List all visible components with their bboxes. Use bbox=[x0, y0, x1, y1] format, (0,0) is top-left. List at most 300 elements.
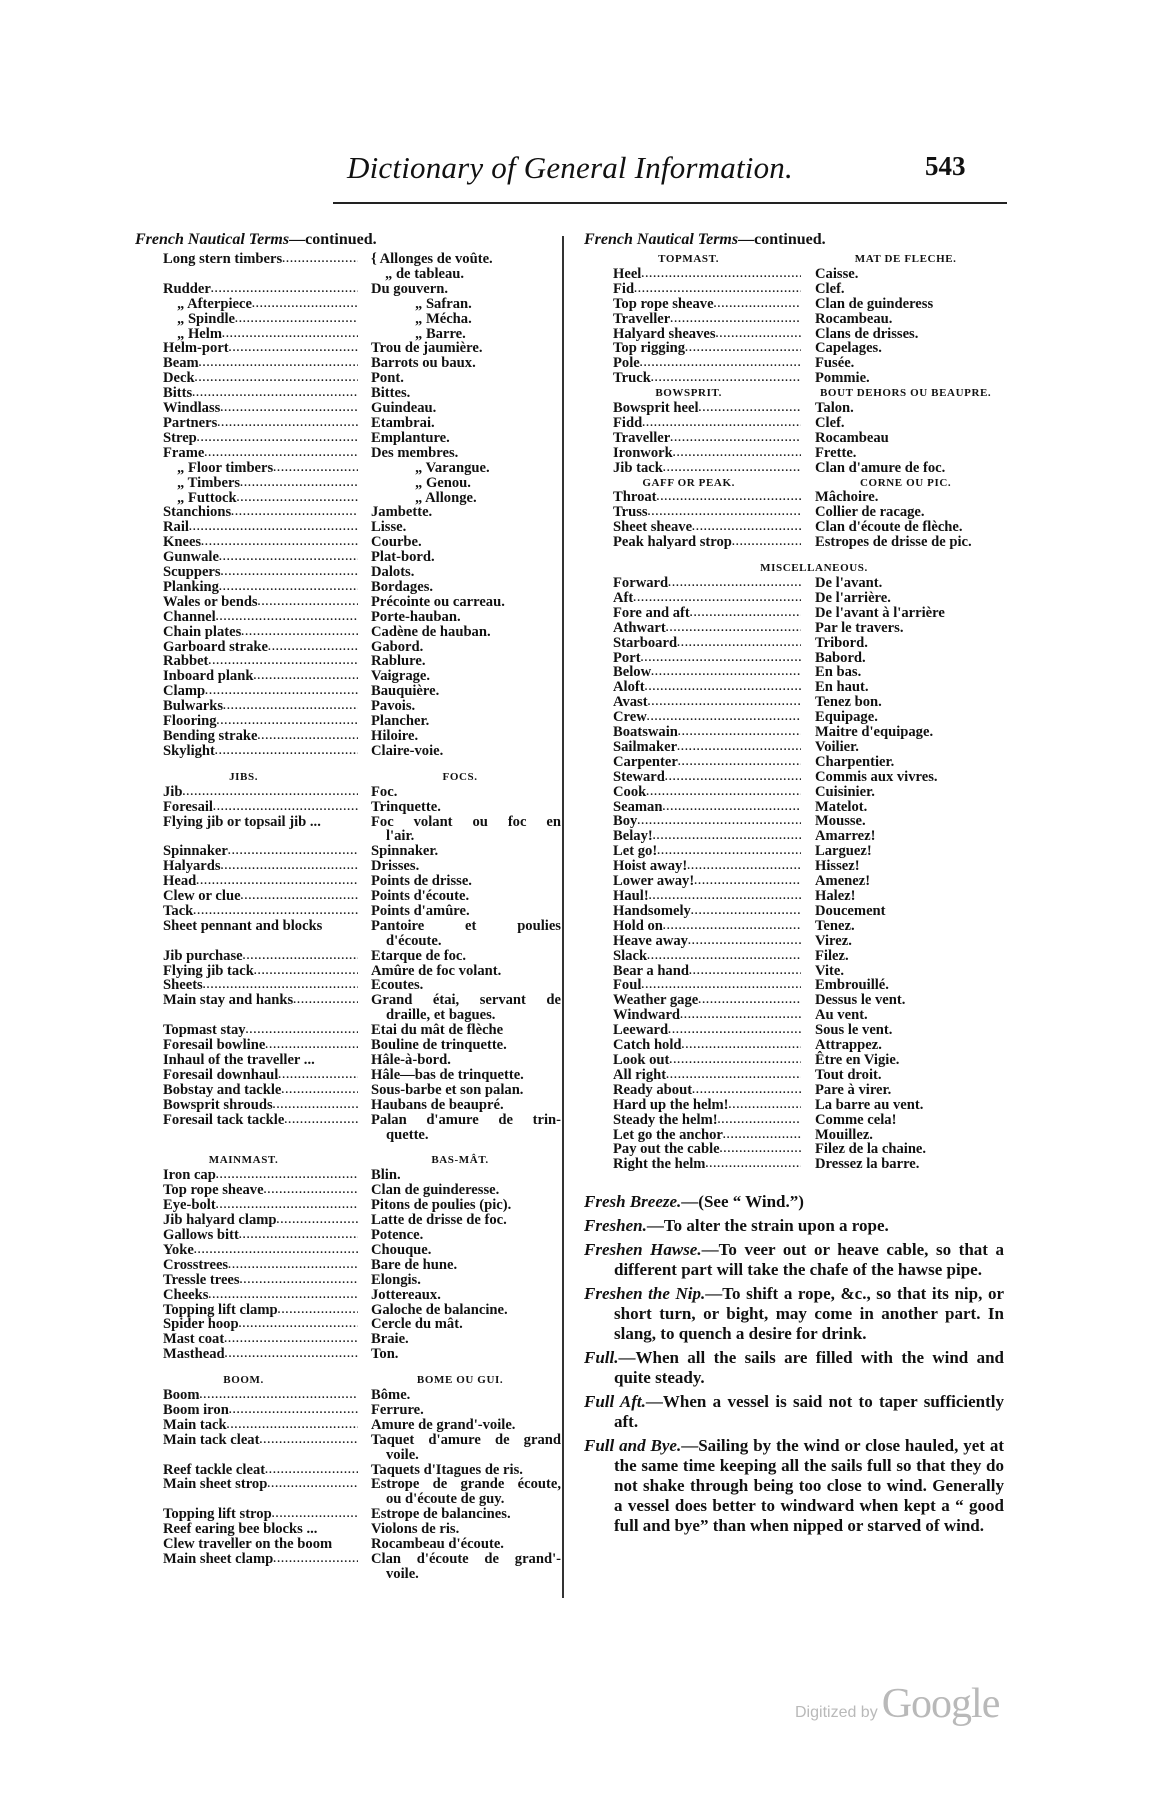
french-term bbox=[371, 297, 561, 312]
term-row bbox=[135, 327, 555, 342]
french-term bbox=[371, 1537, 561, 1552]
term-row bbox=[135, 1288, 555, 1303]
french-term-line: Par le travers. bbox=[815, 619, 904, 636]
leader-dots bbox=[252, 297, 358, 312]
french-term-line: Pavois. bbox=[371, 698, 416, 715]
english-term bbox=[163, 669, 358, 684]
english-term bbox=[163, 1522, 358, 1537]
english-term-text: Leeward bbox=[613, 1023, 669, 1039]
leader-dots bbox=[216, 1168, 358, 1183]
english-term bbox=[613, 740, 801, 755]
leader-dots bbox=[729, 1098, 801, 1113]
leader-dots bbox=[267, 1477, 358, 1507]
english-term-text: Beam bbox=[163, 356, 199, 372]
term-row bbox=[135, 595, 555, 610]
term-row bbox=[135, 491, 555, 506]
dictionary-entry bbox=[584, 1192, 1004, 1212]
french-term-line: „ Barre. bbox=[415, 325, 466, 342]
english-term bbox=[613, 505, 801, 520]
term-row bbox=[135, 1243, 555, 1258]
term-row bbox=[584, 785, 1004, 800]
english-term bbox=[163, 844, 358, 859]
french-term-line: Foc. bbox=[371, 783, 398, 800]
term-row bbox=[135, 699, 555, 714]
english-term-text: Clew traveller on the boom bbox=[163, 1537, 333, 1552]
leader-dots bbox=[634, 282, 801, 297]
leader-dots bbox=[714, 297, 801, 312]
section-heading bbox=[135, 770, 555, 785]
english-term-text: Top rigging bbox=[613, 341, 686, 357]
english-term-text: Lower away! bbox=[613, 874, 695, 889]
french-term-line: Bôme. bbox=[371, 1387, 411, 1404]
french-term-line: Sous-barbe et son palan. bbox=[371, 1081, 524, 1098]
french-term bbox=[371, 401, 561, 416]
french-term bbox=[371, 1258, 561, 1273]
english-term-text: Aft bbox=[613, 590, 634, 606]
term-row bbox=[584, 829, 1004, 844]
leader-dots bbox=[647, 949, 801, 964]
english-term bbox=[163, 1038, 358, 1053]
french-term bbox=[815, 591, 1005, 606]
french-term-line: Embrouillé. bbox=[815, 977, 889, 994]
english-term bbox=[613, 829, 801, 844]
english-term bbox=[163, 744, 358, 759]
french-term-line: La barre au vent. bbox=[815, 1096, 924, 1113]
term-row bbox=[135, 992, 561, 1024]
french-term-line: Larguez! bbox=[815, 843, 872, 860]
leader-dots bbox=[688, 934, 801, 949]
term-row bbox=[135, 640, 555, 655]
french-term bbox=[371, 386, 561, 401]
entry-definition: —To veer out or heave cable, so that a different part will take the chafe of the hawse pipe. bbox=[614, 1240, 1004, 1279]
french-term bbox=[815, 535, 1005, 550]
english-term-text: Seaman bbox=[613, 799, 663, 815]
english-term-text: Sheets bbox=[163, 978, 203, 994]
french-term bbox=[371, 476, 561, 491]
french-term-line: Sous le vent. bbox=[815, 1022, 893, 1039]
term-row bbox=[135, 859, 555, 874]
term-row bbox=[584, 446, 1004, 461]
english-term-text: Clew or clue bbox=[163, 889, 241, 904]
leader-dots bbox=[278, 1068, 358, 1083]
english-term bbox=[613, 680, 801, 695]
leader-dots bbox=[646, 785, 801, 800]
english-term-text: Boom bbox=[163, 1388, 200, 1403]
english-term bbox=[163, 964, 358, 979]
french-term-line: Potence. bbox=[371, 1226, 424, 1243]
english-term-text: Bowsprit shrouds bbox=[163, 1097, 273, 1113]
term-row bbox=[584, 710, 1004, 725]
leader-dots bbox=[195, 371, 358, 386]
english-term bbox=[613, 520, 801, 535]
french-term bbox=[371, 1388, 561, 1403]
english-term-text: Main sheet strop bbox=[163, 1477, 268, 1493]
english-term bbox=[163, 729, 358, 744]
english-term bbox=[163, 312, 358, 327]
french-term-line: Jottereaux. bbox=[371, 1286, 441, 1303]
english-term bbox=[163, 1418, 358, 1433]
french-term bbox=[371, 1068, 561, 1083]
french-term bbox=[815, 505, 1005, 520]
french-term bbox=[815, 964, 1005, 979]
leader-dots bbox=[196, 874, 358, 889]
english-term-text: Wales or bends bbox=[163, 594, 258, 610]
english-term bbox=[613, 665, 801, 680]
english-term-text: Avast bbox=[613, 695, 648, 711]
french-term-line: Estropes de drisse de pic. bbox=[815, 534, 972, 551]
english-term bbox=[613, 461, 801, 476]
english-term bbox=[613, 1008, 801, 1023]
english-term-text: Chain plates bbox=[163, 624, 242, 640]
french-term bbox=[815, 978, 1005, 993]
english-term bbox=[613, 431, 801, 446]
french-term bbox=[815, 267, 1005, 282]
english-term bbox=[613, 401, 801, 416]
french-term-line: Clan d'écoute de grand'- bbox=[371, 1550, 561, 1567]
leader-dots bbox=[692, 1083, 801, 1098]
english-term-text: Topmast stay bbox=[163, 1023, 246, 1039]
english-term bbox=[163, 640, 358, 655]
french-term-line: Spinnaker. bbox=[371, 843, 439, 860]
term-row bbox=[135, 476, 555, 491]
french-term-line: Frette. bbox=[815, 444, 857, 461]
term-row bbox=[135, 297, 555, 312]
term-row bbox=[584, 1023, 1004, 1038]
term-row bbox=[584, 297, 1004, 312]
french-term-line: Attrappez. bbox=[815, 1037, 882, 1054]
english-term bbox=[163, 889, 358, 904]
english-term bbox=[613, 1128, 801, 1143]
heading-italic: French Nautical Terms bbox=[135, 231, 290, 248]
dictionary-entry bbox=[584, 1348, 1004, 1388]
french-term-line: Dalots. bbox=[371, 564, 415, 581]
english-term bbox=[613, 1023, 801, 1038]
english-term-text: Tressle trees bbox=[163, 1272, 240, 1288]
english-term-text: Cook bbox=[613, 784, 647, 800]
leader-dots bbox=[189, 520, 358, 535]
french-term-line: Guindeau. bbox=[371, 400, 437, 417]
leader-dots bbox=[648, 505, 801, 520]
french-term bbox=[815, 416, 1005, 431]
french-term bbox=[371, 341, 561, 356]
english-term bbox=[163, 327, 358, 342]
english-term bbox=[613, 1113, 801, 1128]
french-term bbox=[815, 356, 1005, 371]
english-term-text: Head bbox=[163, 874, 197, 890]
english-term-text: Below bbox=[613, 665, 652, 681]
term-row bbox=[584, 267, 1004, 282]
term-row bbox=[584, 725, 1004, 740]
leader-dots bbox=[653, 829, 801, 844]
leader-dots bbox=[254, 964, 358, 979]
term-row bbox=[584, 520, 1004, 535]
french-term bbox=[371, 1083, 561, 1098]
english-term bbox=[163, 491, 358, 506]
term-row bbox=[584, 889, 1004, 904]
leader-dots bbox=[705, 1157, 801, 1172]
term-row bbox=[584, 770, 1004, 785]
term-row bbox=[584, 535, 1004, 550]
leader-dots bbox=[222, 327, 358, 342]
english-term-text: Gallows bitt bbox=[163, 1227, 239, 1243]
term-row bbox=[135, 1273, 555, 1288]
leader-dots bbox=[665, 770, 801, 785]
french-term-line: Pare à virer. bbox=[815, 1081, 892, 1098]
term-row bbox=[584, 993, 1004, 1008]
french-term bbox=[371, 327, 561, 342]
left-column bbox=[135, 231, 561, 1582]
french-term bbox=[815, 371, 1005, 386]
french-term bbox=[815, 755, 1005, 770]
french-term-line: Babord. bbox=[815, 649, 866, 666]
french-term bbox=[815, 636, 1005, 651]
french-term-line: Bordages. bbox=[371, 578, 434, 595]
english-term-text: Jib halyard clamp bbox=[163, 1213, 277, 1228]
english-term-text: Inboard plank bbox=[163, 669, 254, 685]
leader-dots bbox=[237, 491, 358, 506]
french-term bbox=[371, 1507, 561, 1522]
french-term bbox=[815, 327, 1005, 342]
dictionary-entry bbox=[584, 1436, 1004, 1536]
entry-term: Full Aft. bbox=[584, 1392, 646, 1411]
french-term bbox=[815, 1068, 1005, 1083]
leader-dots bbox=[259, 1433, 358, 1463]
english-term-text: „ Helm bbox=[177, 326, 222, 342]
digitized-watermark bbox=[795, 1680, 999, 1728]
leader-dots bbox=[199, 356, 358, 371]
english-term bbox=[163, 1068, 358, 1083]
english-term-text: Hoist away! bbox=[613, 859, 688, 875]
french-term-line: Rablure. bbox=[371, 653, 426, 670]
english-term-text: „ Timbers bbox=[177, 475, 241, 491]
english-term-text: Crosstrees bbox=[163, 1257, 229, 1273]
term-row bbox=[584, 1128, 1004, 1143]
english-term-text: Fidd bbox=[613, 415, 643, 431]
french-term bbox=[371, 1303, 561, 1318]
french-term-line: Trinquette. bbox=[371, 798, 441, 815]
french-term bbox=[371, 1023, 561, 1038]
french-term bbox=[371, 669, 561, 684]
english-term-text: Garboard strake bbox=[163, 639, 268, 655]
french-term-line: Cercle du mât. bbox=[371, 1316, 463, 1333]
french-term bbox=[371, 252, 561, 282]
term-row bbox=[135, 1198, 555, 1213]
english-term-text: Reef tackle cleat bbox=[163, 1462, 266, 1478]
french-term bbox=[815, 919, 1005, 934]
leader-dots bbox=[197, 431, 358, 446]
leader-dots bbox=[229, 1403, 358, 1418]
english-term-text: Channel bbox=[163, 609, 216, 625]
french-term-line: „ Safran. bbox=[415, 295, 472, 312]
french-term-line: Estrope de grande écoute, bbox=[371, 1476, 561, 1493]
english-term bbox=[613, 1157, 801, 1172]
english-term-text: Truck bbox=[613, 371, 651, 387]
term-row bbox=[584, 814, 1004, 829]
term-row bbox=[584, 949, 1004, 964]
term-row bbox=[584, 591, 1004, 606]
english-term-text: Halyards bbox=[163, 859, 221, 875]
english-term-text: Foresail tack tackle bbox=[163, 1112, 285, 1128]
english-term bbox=[163, 1303, 358, 1318]
english-term bbox=[613, 800, 801, 815]
english-term-text: Sheet sheave bbox=[613, 520, 693, 536]
french-term-line: Tout droit. bbox=[815, 1066, 882, 1083]
english-term-text: Rail bbox=[163, 520, 189, 536]
term-row bbox=[135, 386, 555, 401]
french-term-line: quette. bbox=[386, 1126, 429, 1143]
entry-term: Full and Bye. bbox=[584, 1436, 682, 1455]
french-term bbox=[371, 1053, 561, 1068]
french-term-line: Tenez. bbox=[815, 917, 855, 934]
term-row bbox=[584, 505, 1004, 520]
french-term-line: Plat-bord. bbox=[371, 549, 435, 566]
leader-dots bbox=[284, 1113, 358, 1143]
french-term-line: Points d'écoute. bbox=[371, 888, 470, 905]
english-term-text: Carpenter bbox=[613, 754, 678, 770]
french-term bbox=[371, 371, 561, 386]
term-row bbox=[584, 1157, 1004, 1172]
term-row bbox=[135, 949, 555, 964]
french-term-line: Commis aux vivres. bbox=[815, 768, 938, 785]
term-row bbox=[584, 401, 1004, 416]
english-term bbox=[613, 964, 801, 979]
english-term bbox=[163, 461, 358, 476]
french-term bbox=[371, 1477, 561, 1507]
french-term-line: „ de tableau. bbox=[385, 265, 465, 282]
english-term bbox=[613, 621, 801, 636]
french-term bbox=[371, 356, 561, 371]
french-term-line: Mouillez. bbox=[815, 1126, 873, 1143]
english-term-text: Frame bbox=[163, 445, 205, 461]
english-term bbox=[163, 785, 358, 800]
english-term-text: Foresail bbox=[163, 799, 213, 815]
english-term bbox=[163, 550, 358, 565]
term-row bbox=[135, 1228, 555, 1243]
term-row bbox=[584, 1008, 1004, 1023]
english-term-text: Haul! bbox=[613, 889, 649, 904]
french-term-line: „ Varangue. bbox=[415, 459, 490, 476]
french-term bbox=[371, 1113, 561, 1143]
english-term-text: Belay! bbox=[613, 829, 653, 845]
leader-dots bbox=[211, 282, 358, 297]
english-term bbox=[163, 1332, 358, 1347]
section-heading-english: GAFF OR PEAK. bbox=[642, 476, 735, 489]
french-term-line: Filez de la chaine. bbox=[815, 1141, 927, 1158]
french-term bbox=[815, 520, 1005, 535]
term-row bbox=[135, 1332, 555, 1347]
term-row bbox=[135, 1388, 555, 1403]
entry-definition: —To shift a rope, &c., so that its nip, or short turn, or bight, may come in another part. In slang, to quench a desire for drink. bbox=[614, 1284, 1004, 1343]
french-term bbox=[371, 520, 561, 535]
french-term bbox=[815, 1113, 1005, 1128]
term-row bbox=[135, 669, 555, 684]
leader-dots bbox=[663, 461, 801, 476]
leader-dots bbox=[194, 1243, 358, 1258]
english-term bbox=[163, 815, 358, 845]
leader-dots bbox=[273, 461, 358, 476]
leader-dots bbox=[201, 535, 358, 550]
english-term-text: Ironwork bbox=[613, 445, 673, 461]
section-heading-french: FOCS. bbox=[442, 770, 478, 783]
section-heading-english: TOPMAST. bbox=[658, 253, 720, 265]
english-term bbox=[613, 934, 801, 949]
french-term bbox=[815, 740, 1005, 755]
english-term bbox=[613, 814, 801, 829]
term-row bbox=[584, 371, 1004, 386]
leader-dots bbox=[220, 401, 358, 416]
french-term bbox=[815, 446, 1005, 461]
french-term-line: Plancher. bbox=[371, 713, 430, 730]
leader-dots bbox=[685, 341, 801, 356]
french-term bbox=[815, 874, 1005, 889]
term-row bbox=[135, 1258, 555, 1273]
french-term-line: Etarque de foc. bbox=[371, 947, 466, 964]
english-term bbox=[163, 1273, 358, 1288]
leader-dots bbox=[720, 1142, 801, 1157]
english-term-text: Right the helm bbox=[613, 1157, 706, 1173]
french-term bbox=[815, 1157, 1005, 1172]
term-row bbox=[135, 964, 555, 979]
french-term bbox=[371, 1347, 561, 1362]
english-term-text: Foresail downhaul bbox=[163, 1067, 279, 1083]
term-row bbox=[584, 1068, 1004, 1083]
english-term bbox=[613, 1098, 801, 1113]
english-term bbox=[163, 565, 358, 580]
leader-dots bbox=[692, 520, 801, 535]
english-term bbox=[613, 1083, 801, 1098]
french-term-line: Charpentier. bbox=[815, 753, 895, 770]
section-heading-french: BOUT DEHORS OU BEAUPRE. bbox=[819, 387, 992, 400]
french-term-line: Equipage. bbox=[815, 709, 878, 726]
english-term bbox=[163, 282, 358, 297]
leader-dots bbox=[203, 978, 358, 993]
french-term-line: En haut. bbox=[815, 679, 869, 696]
french-term bbox=[815, 770, 1005, 785]
french-term bbox=[815, 993, 1005, 1008]
french-term-line: Bauquière. bbox=[371, 683, 440, 700]
term-row bbox=[135, 1303, 555, 1318]
leader-dots bbox=[258, 595, 358, 610]
english-term-text: Forward bbox=[613, 575, 669, 591]
english-term bbox=[163, 386, 358, 401]
term-row bbox=[584, 665, 1004, 680]
english-term-text: Pole bbox=[613, 356, 640, 372]
running-header-title: Dictionary of General Information. bbox=[347, 150, 793, 185]
term-row bbox=[135, 1463, 555, 1478]
english-term bbox=[163, 1198, 358, 1213]
french-term-line: Maitre d'equipage. bbox=[815, 724, 934, 741]
french-term-line: Elongis. bbox=[371, 1271, 421, 1288]
leader-dots bbox=[666, 621, 801, 636]
english-term bbox=[613, 949, 801, 964]
leader-dots bbox=[205, 684, 358, 699]
english-term bbox=[163, 401, 358, 416]
english-term-text: Skylight bbox=[163, 743, 215, 759]
heading-rest: —continued. bbox=[738, 231, 826, 248]
leader-dots bbox=[228, 1258, 358, 1273]
english-term-text: Boatswain bbox=[613, 725, 678, 740]
french-term bbox=[371, 919, 561, 949]
leader-dots bbox=[231, 505, 358, 520]
english-term bbox=[613, 710, 801, 725]
term-row bbox=[584, 651, 1004, 666]
english-term-text: Crew bbox=[613, 710, 647, 726]
english-term bbox=[163, 297, 358, 312]
french-term-line: „ Genou. bbox=[415, 474, 471, 491]
leader-dots bbox=[637, 814, 801, 829]
french-term-line: Clef. bbox=[815, 414, 845, 431]
french-term-line: Courbe. bbox=[371, 534, 422, 551]
